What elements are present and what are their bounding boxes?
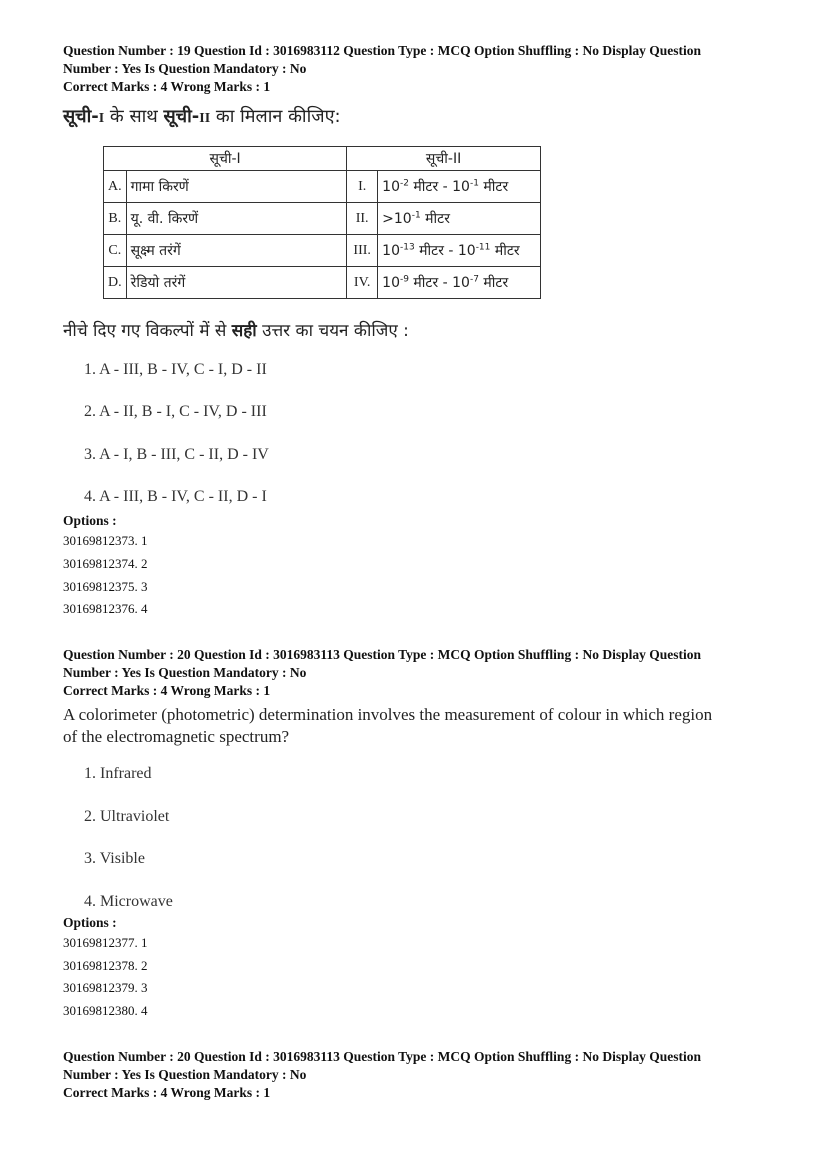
value-part: 10 [382,243,400,259]
q19-instruction-part: I [98,111,105,126]
q20-option-id: 30169812378. 2 [63,958,148,973]
match-table-header [104,147,541,171]
q19-instruction-part: के साथ [104,106,164,127]
q20-question [63,704,712,748]
value-part: 10 [382,275,400,291]
list1-key: B. [104,203,127,235]
q19-option-id: 30169812375. 3 [63,579,148,594]
exponent: -7 [469,274,479,285]
q19-option-id: 30169812373. 1 [63,533,148,548]
q20b-meta-line1: Question Number : 20 Question Id : 3016983113 Question Type : MCQ Option Shuffling : No Display Question [63,1049,701,1064]
value-part: मीटर - 10 [408,179,470,195]
q20-question-line: A colorimeter (photometric) determination involves the measurement of colour in which region [63,705,713,724]
exponent: -1 [469,178,479,189]
q19-meta-line3: Correct Marks : 4 Wrong Marks : 1 [63,79,271,94]
q19-meta-line1: Question Number : 19 Question Id : 3016983112 Question Type : MCQ Option Shuffling : No Display Question [63,43,701,58]
q19-choice: 3. A - I, B - III, C - II, D - IV [84,446,269,463]
table-row [104,235,541,267]
list1-key: D. [104,267,127,299]
q19-choice: 2. A - II, B - I, C - IV, D - III [84,403,267,420]
q20-options-label: Options : [63,915,117,930]
value-part: मीटर - 10 [408,275,470,291]
q19-choice: 4. A - III, B - IV, C - II, D - I [84,488,267,505]
q20-meta-line1: Question Number : 20 Question Id : 3016983113 Question Type : MCQ Option Shuffling : No Display Question [63,647,701,662]
list2-key: IV. [347,267,378,299]
q20-meta-line2: Number : Yes Is Question Mandatory : No [63,665,307,680]
q20-option-id: 30169812377. 1 [63,935,148,950]
q19-instruction-part: का मिलान कीजिए: [210,106,341,127]
value-part: 10 [382,179,400,195]
q19-meta-line2: Number : Yes Is Question Mandatory : No [63,61,307,76]
list1-value: रेडियो तरंगें [126,267,347,299]
q19-option-id: 30169812376. 4 [63,601,148,616]
table-row [104,203,541,235]
list1-value: यू. वी. किरणें [126,203,347,235]
value-part: मीटर [478,179,509,195]
q19-instruction [63,104,341,128]
exponent: -9 [399,274,409,285]
value-part: >10 [382,211,412,227]
list1-key: C. [104,235,127,267]
q20-option-id: 30169812379. 3 [63,980,148,995]
q20-question-line: of the electromagnetic spectrum? [63,727,290,746]
q19-options-label: Options : [63,513,117,528]
q19-instruction-part: सूची- [163,106,200,127]
table-row [104,171,541,203]
list2-value [378,171,541,203]
list1-value: सूक्ष्म तरंगें [126,235,347,267]
list2-value [378,267,541,299]
q20-choice: 1. Infrared [84,765,152,782]
value-part: मीटर [490,243,520,259]
q19-choose-instruction [63,318,409,341]
q20-choice: 2. Ultraviolet [84,808,170,825]
q20-meta-line3: Correct Marks : 4 Wrong Marks : 1 [63,683,271,698]
q20b-meta-line2: Number : Yes Is Question Mandatory : No [63,1067,307,1082]
q19-instruction-part: II [199,111,211,126]
q20-option-id: 30169812380. 4 [63,1003,148,1018]
list1-heading: सूची-I [104,147,347,171]
list1-key: A. [104,171,127,203]
q20b-meta-line3: Correct Marks : 4 Wrong Marks : 1 [63,1085,271,1100]
q20-choice: 3. Visible [84,850,145,867]
value-part: मीटर [478,275,509,291]
choose-part: नीचे दिए गए विकल्पों में से [63,321,232,341]
table-row [104,267,541,299]
match-table [103,146,541,299]
q19-choice: 1. A - III, B - IV, C - I, D - II [84,361,267,378]
exponent: -2 [399,178,409,189]
exponent: -11 [475,242,491,253]
exponent: -13 [399,242,415,253]
list2-value [378,203,541,235]
list2-key: I. [347,171,378,203]
q19-instruction-part: सूची- [63,106,99,127]
q20-choice: 4. Microwave [84,893,173,910]
list2-key: III. [347,235,378,267]
value-part: मीटर [420,211,450,227]
q20-meta [63,646,701,700]
choose-part: उत्तर का चयन कीजिए : [256,321,409,341]
q19-option-id: 30169812374. 2 [63,556,148,571]
value-part: मीटर - 10 [414,243,476,259]
list2-heading: सूची-II [347,147,541,171]
q19-meta [63,42,701,96]
list2-key: II. [347,203,378,235]
choose-part: सही [231,321,257,341]
list2-value [378,235,541,267]
exponent: -1 [411,210,421,221]
q20b-meta [63,1048,701,1102]
list1-value: गामा किरणें [126,171,347,203]
